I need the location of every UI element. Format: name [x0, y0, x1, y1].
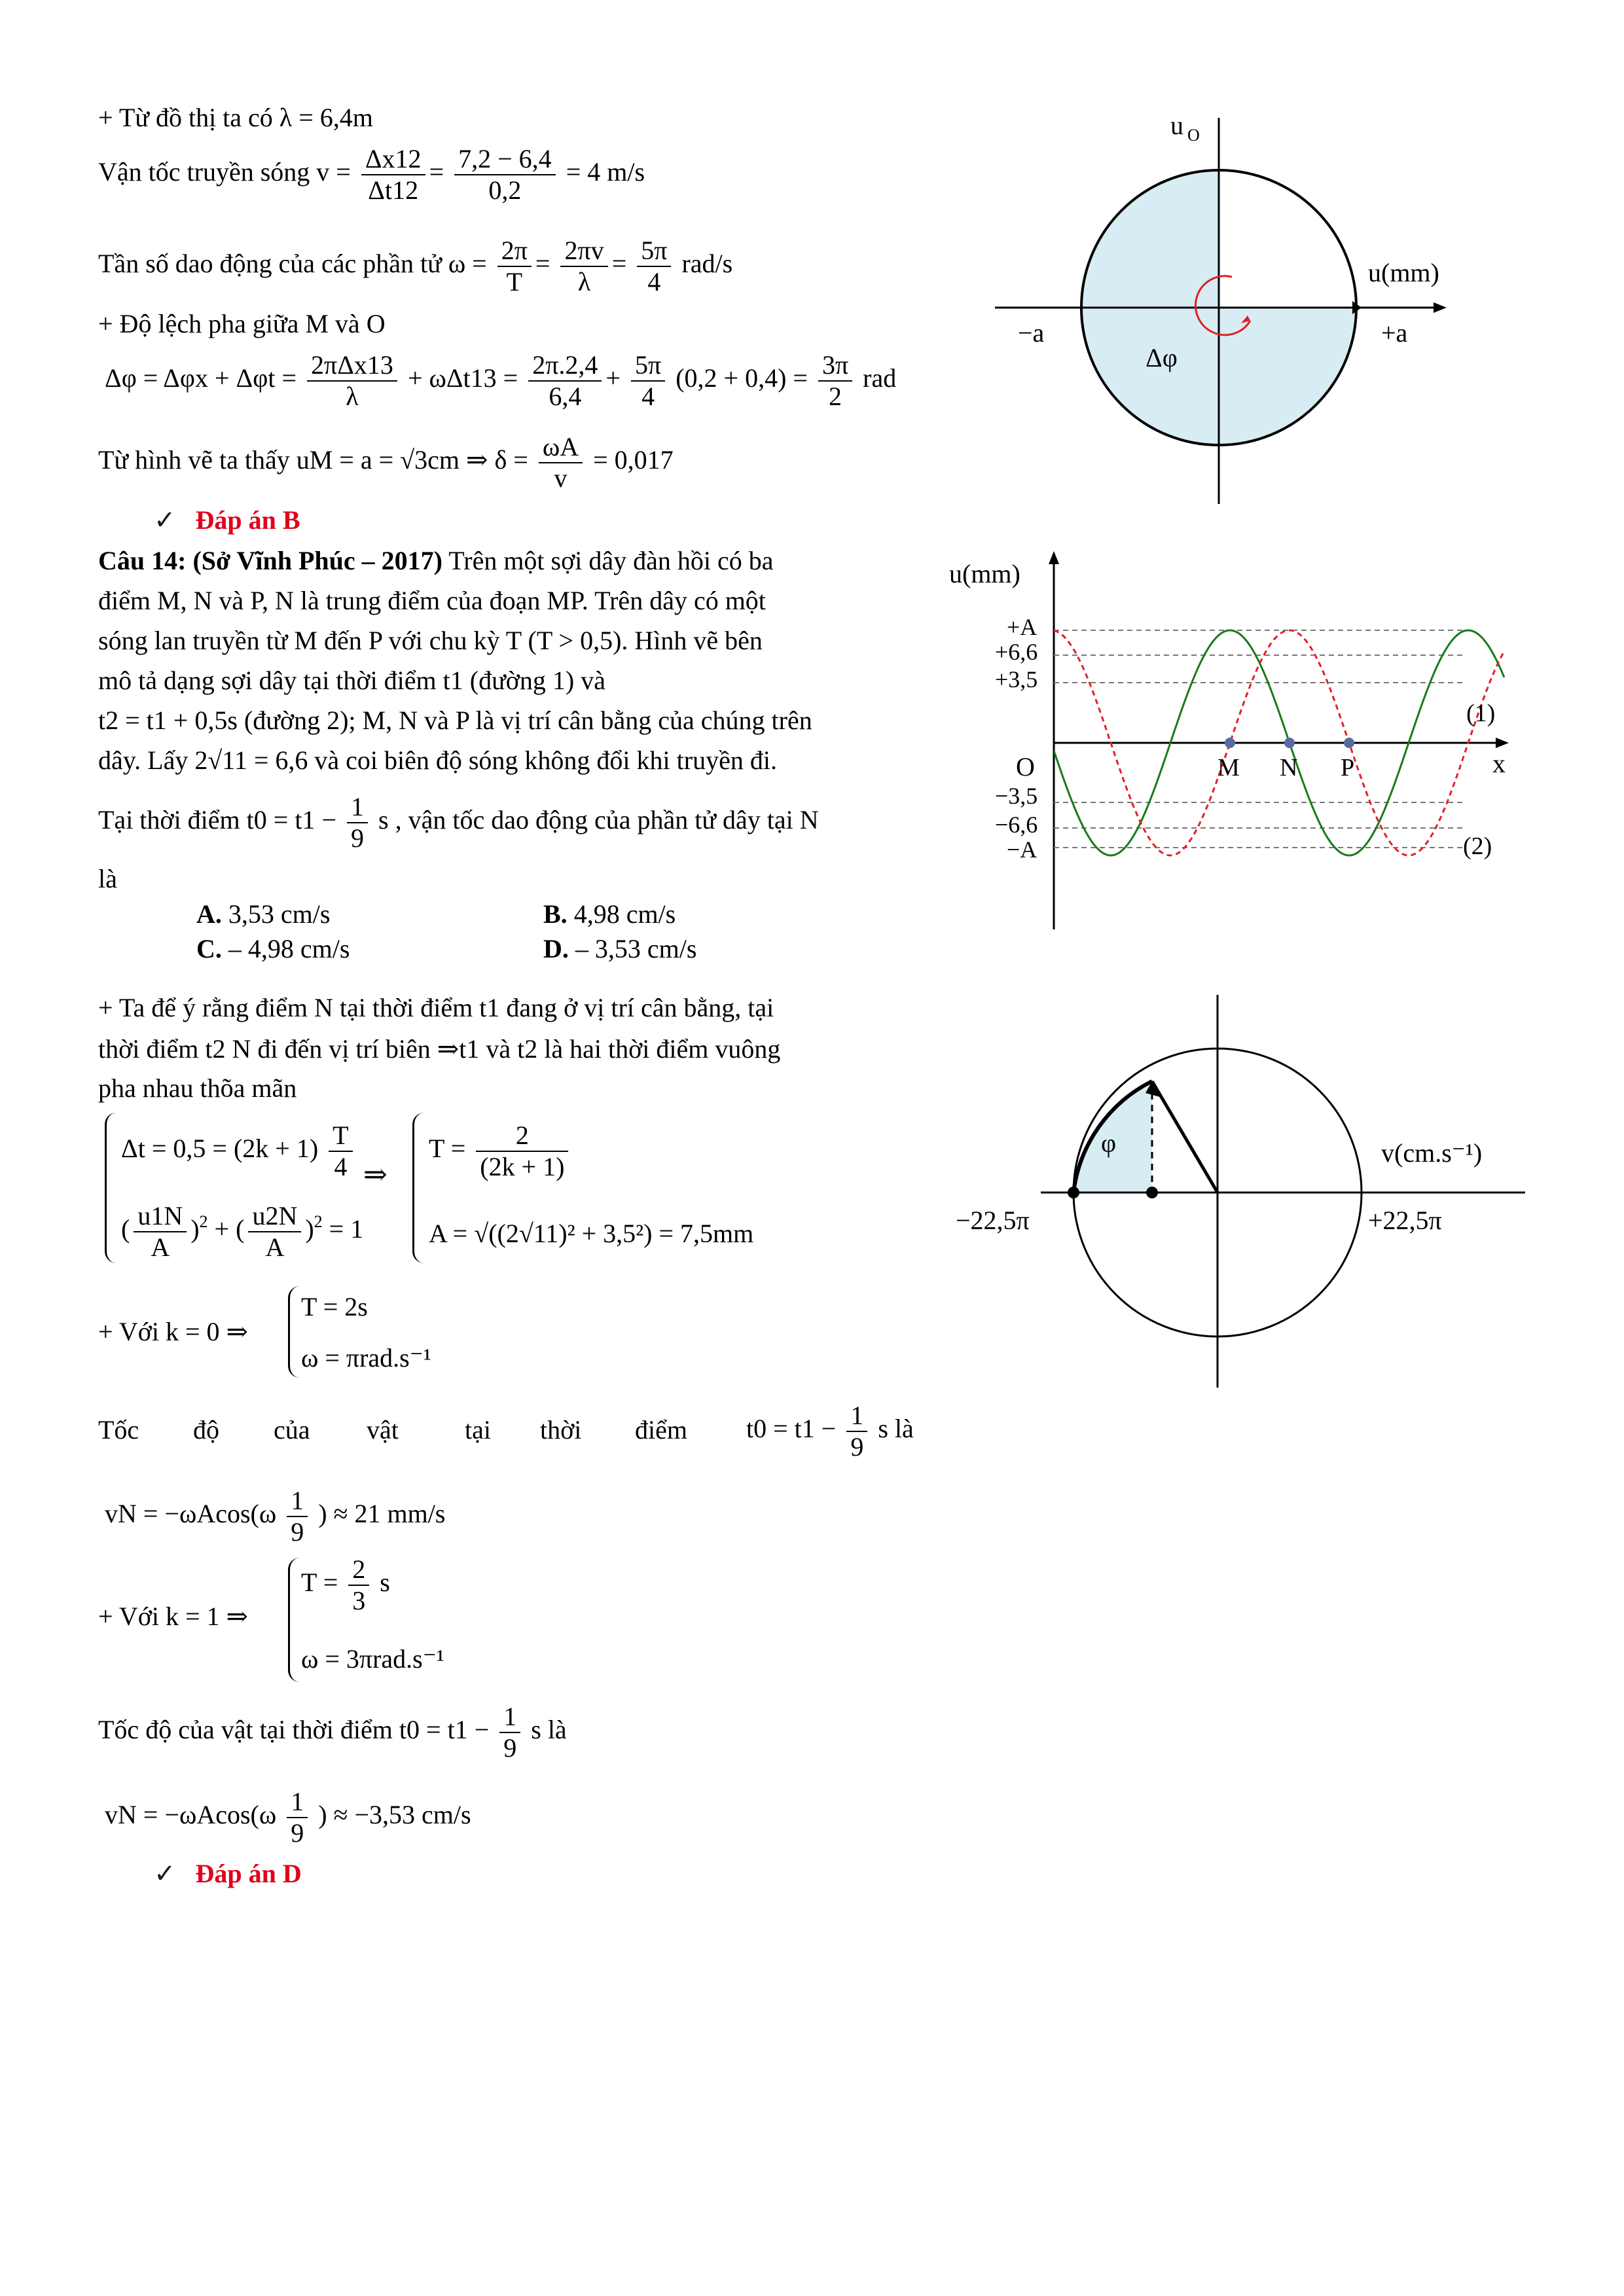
text: + ωΔt13 =: [407, 363, 518, 393]
option-text: – 3,53 cm/s: [575, 934, 697, 963]
text: vN = −ωAcos(ω: [105, 1499, 277, 1529]
den: 4: [334, 1152, 348, 1181]
point-n: [1284, 738, 1295, 748]
y-arrow-icon: [1049, 551, 1059, 564]
fraction: [347, 792, 368, 853]
neg-a-label: −a: [1018, 318, 1045, 348]
q13-line4: + Độ lệch pha giữa M và O: [98, 309, 386, 338]
label-m: M: [1218, 754, 1240, 781]
num: Δx12: [361, 144, 425, 175]
word: tại: [465, 1415, 491, 1444]
option-c[interactable]: [196, 933, 350, 965]
num: 1: [287, 1787, 308, 1818]
k0-omega: ω = πrad.s⁻¹: [301, 1343, 431, 1372]
fraction: [287, 1486, 308, 1547]
den: λ: [346, 382, 359, 411]
q13-line1: + Từ đồ thị ta có λ = 6,4m: [98, 103, 373, 132]
text: s , vận tốc dao động của phần tử dây tại N: [378, 805, 819, 835]
x-arrow-icon: [1496, 738, 1509, 748]
den: 9: [351, 823, 365, 853]
tick-plus-a: +A: [1007, 614, 1038, 640]
axis-label: u(mm): [1368, 258, 1439, 287]
text: s: [380, 1568, 390, 1598]
delta-phi-label: Δφ: [1146, 343, 1178, 372]
text: Vận tốc truyền sóng v =: [98, 157, 351, 187]
num: 2π: [497, 236, 532, 267]
q14-line4: mô tả dạng sợi dây tại thời điểm t1 (đường 1) và: [98, 666, 605, 695]
axis-arrow-icon: [1434, 302, 1447, 313]
den: A: [265, 1232, 285, 1262]
case-k1: + Với k = 1 ⇒: [98, 1602, 249, 1631]
k1-period: [301, 1554, 390, 1616]
question-source: (Sở Vĩnh Phúc – 2017): [192, 546, 442, 575]
den: 9: [291, 1517, 304, 1547]
num: 2: [476, 1121, 568, 1152]
eq-amplitude: A = √((2√11)² + 3,5²) = 7,5mm: [429, 1219, 754, 1248]
check-icon: ✓: [154, 1859, 176, 1889]
text: = 4 m/s: [566, 157, 645, 187]
fraction: [248, 1201, 301, 1263]
den: 2: [829, 382, 842, 411]
question-label: Câu 14:: [98, 546, 187, 575]
point-p: [1344, 738, 1354, 748]
den: 9: [850, 1432, 864, 1462]
fraction: [134, 1201, 187, 1263]
option-text: 4,98 cm/s: [573, 899, 676, 929]
option-d[interactable]: [543, 933, 696, 965]
case-k0: + Với k = 0 ⇒: [98, 1317, 249, 1346]
eq-period: [429, 1121, 572, 1182]
text: Trên một sợi dây đàn hồi có ba: [448, 546, 774, 575]
text: Tốc độ của vật tại thời điểm t0 = t1 −: [98, 1715, 490, 1745]
k1-omega: ω = 3πrad.s⁻¹: [301, 1644, 444, 1674]
text: Từ hình vẽ ta thấy uM = a = √3cm ⇒ δ =: [98, 445, 528, 475]
q14-answer: [154, 1857, 302, 1890]
speed-eq-2: [105, 1787, 471, 1848]
pos-label: +22,5π: [1368, 1206, 1442, 1235]
text: Δt = 0,5 = (2k + 1): [121, 1134, 319, 1164]
fraction: [637, 236, 671, 297]
tick-plus-35: +3,5: [995, 666, 1038, 692]
tick-minus-35: −3,5: [995, 783, 1038, 809]
num: 7,2 − 6,4: [454, 144, 556, 175]
speed-line-1-tail: [746, 1401, 914, 1462]
brace-k1: [288, 1558, 302, 1682]
den: 4: [641, 382, 655, 411]
option-label: B.: [543, 899, 568, 929]
text: T =: [429, 1134, 466, 1164]
text: ) ≈ −3,53 cm/s: [318, 1800, 471, 1830]
den: v: [554, 463, 568, 493]
den: 0,2: [488, 175, 522, 205]
q13-answer: [154, 504, 300, 537]
left-brace: [105, 1113, 120, 1263]
sol-line1: + Ta để ý rằng điểm N tại thời điểm t1 đang ở vị trí cân bằng, tại: [98, 993, 774, 1022]
label-n: N: [1280, 754, 1298, 781]
speed-eq-1: [105, 1486, 445, 1547]
fraction: [287, 1787, 308, 1848]
fraction: [454, 144, 556, 206]
option-a[interactable]: [196, 898, 330, 931]
option-label: A.: [196, 899, 222, 929]
q13-velocity-line: Vận tốc truyền sóng v = $\frac{\Delta x12}{\Delta t12}$ = $\frac{7,2 - 6,4}{0,2}$ = 4 m/s: [98, 144, 645, 205]
num: 5π: [637, 236, 671, 267]
option-b[interactable]: [543, 898, 676, 931]
option-label: C.: [196, 934, 222, 963]
den: 9: [291, 1818, 304, 1848]
speed-line-2: [98, 1702, 567, 1763]
implies-symbol: ⇒: [363, 1158, 388, 1191]
word: vật: [367, 1415, 399, 1444]
sol-line2: thời điểm t2 N đi đến vị trí biên ⇒t1 và t2 là hai thời điểm vuông: [98, 1034, 781, 1064]
text: s là: [878, 1414, 914, 1444]
num: 2πΔx13: [307, 350, 397, 382]
text: (0,2 + 0,4) =: [676, 363, 808, 393]
den: λ: [577, 267, 591, 296]
den: (2k + 1): [480, 1152, 565, 1181]
radius-vector: [1152, 1081, 1218, 1193]
den: 6,4: [549, 382, 582, 411]
q13-phase-line: Δφ = Δφx + Δφt = $\frac{\text{2πΔx13}}{\lambda}$ + ωΔt13 = $\frac{2\pi.2,4}{6,4}$ + $\frac{5\pi}{4}$ (0,2 + 0,4) = $\frac{3\pi}{2}$ rad: [105, 350, 897, 411]
fraction: [476, 1121, 568, 1182]
fraction: [307, 350, 397, 412]
option-text: – 4,98 cm/s: [228, 934, 350, 963]
word: độ: [193, 1415, 219, 1444]
num: 5π: [631, 350, 665, 382]
text: vN = −ωAcos(ω: [105, 1800, 277, 1830]
den: T: [506, 267, 523, 296]
tick-minus-66: −6,6: [995, 812, 1038, 838]
y-axis-label: u(mm): [949, 559, 1020, 588]
q13-delta-line: [98, 432, 674, 493]
origin-label: O: [1016, 752, 1035, 781]
brace-k0: [288, 1286, 302, 1378]
num: ωA: [539, 432, 583, 463]
curve-1-label: (1): [1466, 700, 1496, 727]
num: 2πv: [560, 236, 607, 267]
word: của: [274, 1415, 310, 1444]
num: 1: [347, 792, 368, 823]
word: Tốc: [98, 1415, 139, 1444]
fraction: [361, 144, 425, 206]
phi-label: φ: [1101, 1128, 1117, 1158]
num: 2: [348, 1554, 369, 1586]
q14-line3: sóng lan truyền từ M đến P với chu kỳ T (T > 0,5). Hình vẽ bên: [98, 626, 763, 655]
q14-line1: [98, 545, 774, 577]
answer-text: Đáp án D: [195, 1859, 302, 1888]
u-axis-sub: O: [1187, 126, 1200, 145]
q14-line2: điểm M, N và P, N là trung điểm của đoạn MP. Trên dây có một: [98, 586, 766, 615]
q14-line8: là: [98, 864, 117, 893]
den: 3: [352, 1586, 366, 1615]
fraction: [846, 1401, 867, 1462]
k0-period: T = 2s: [301, 1292, 368, 1321]
point-projection: [1146, 1187, 1158, 1198]
num: 2π.2,4: [528, 350, 602, 382]
fraction: [497, 236, 532, 297]
phi-sector: [1074, 1081, 1218, 1193]
text: s là: [531, 1715, 567, 1745]
text: rad/s: [681, 249, 733, 279]
fraction: [348, 1554, 369, 1616]
text: Tần số dao động của các phần tử ω =: [98, 249, 487, 279]
num: 1: [499, 1702, 520, 1733]
text: rad: [863, 363, 897, 393]
word: điểm: [635, 1415, 687, 1444]
u-axis-label: u: [1170, 111, 1183, 140]
velocity-circle-diagram: [949, 995, 1538, 1401]
word: thời: [540, 1415, 582, 1444]
right-brace: [412, 1113, 427, 1263]
option-label: D.: [543, 934, 569, 963]
x-axis-label: x: [1492, 749, 1506, 778]
option-text: 3,53 cm/s: [228, 899, 331, 929]
neg-label: −22,5π: [956, 1206, 1030, 1235]
axis-label: v(cm.s⁻¹): [1381, 1138, 1483, 1168]
den: 9: [503, 1733, 517, 1763]
wave-graph: [943, 550, 1532, 929]
den: A: [151, 1232, 170, 1262]
tick-minus-a: −A: [1007, 836, 1038, 863]
q13-frequency-line: Tần số dao động của các phần tử ω = $\frac{2\pi}{T}$ = $\frac{2\pi v}{\lambda}$ = $\frac{5\pi}{4}$ rad/s: [98, 236, 733, 296]
text: Tại thời điểm t0 = t1 −: [98, 805, 337, 835]
text: ) ≈ 21 mm/s: [318, 1499, 446, 1529]
fraction: [528, 350, 602, 412]
point-left: [1068, 1187, 1079, 1198]
q14-line7: [98, 792, 819, 853]
label-p: P: [1341, 754, 1355, 781]
point-m: [1225, 738, 1235, 748]
num: 3π: [818, 350, 852, 382]
fraction: [539, 432, 583, 493]
curve-2-label: (2): [1463, 833, 1492, 860]
num: T: [329, 1121, 352, 1152]
text: = 1: [329, 1214, 364, 1244]
answer-text: Đáp án B: [195, 505, 300, 535]
text: T =: [301, 1568, 338, 1598]
q14-line6: dây. Lấy 2√11 = 6,6 và coi biên độ sóng không đổi khi truyền đi.: [98, 745, 777, 775]
den: 4: [647, 267, 661, 296]
eq-delta-t: [121, 1121, 357, 1182]
num: 1: [846, 1401, 867, 1432]
q14-line5: t2 = t1 + 0,5s (đường 2); M, N và P là vị trí cân bằng của chúng trên: [98, 706, 812, 735]
phase-circle-diagram: [988, 105, 1486, 511]
num: u1N: [134, 1201, 187, 1232]
fraction: [499, 1702, 520, 1763]
pos-a-label: +a: [1381, 318, 1408, 348]
sol-line3: pha nhau thõa mãn: [98, 1073, 297, 1103]
text: Δφ = Δφx + Δφt =: [105, 363, 297, 393]
fraction: [560, 236, 607, 297]
text: = 0,017: [593, 445, 674, 475]
fraction: [818, 350, 852, 412]
num: 1: [287, 1486, 308, 1517]
fraction: [329, 1121, 352, 1182]
eq-amplitude-sum: ( $\frac{u1N}{A}$ )$^2$ + ( $\frac{u2N}{A}$ )$^2$ = 1: [121, 1201, 364, 1262]
text: t0 = t1 −: [746, 1414, 837, 1444]
tick-plus-66: +6,6: [995, 639, 1038, 665]
den: Δt12: [368, 175, 419, 205]
num: u2N: [248, 1201, 301, 1232]
check-icon: ✓: [154, 505, 176, 535]
fraction: [631, 350, 665, 412]
